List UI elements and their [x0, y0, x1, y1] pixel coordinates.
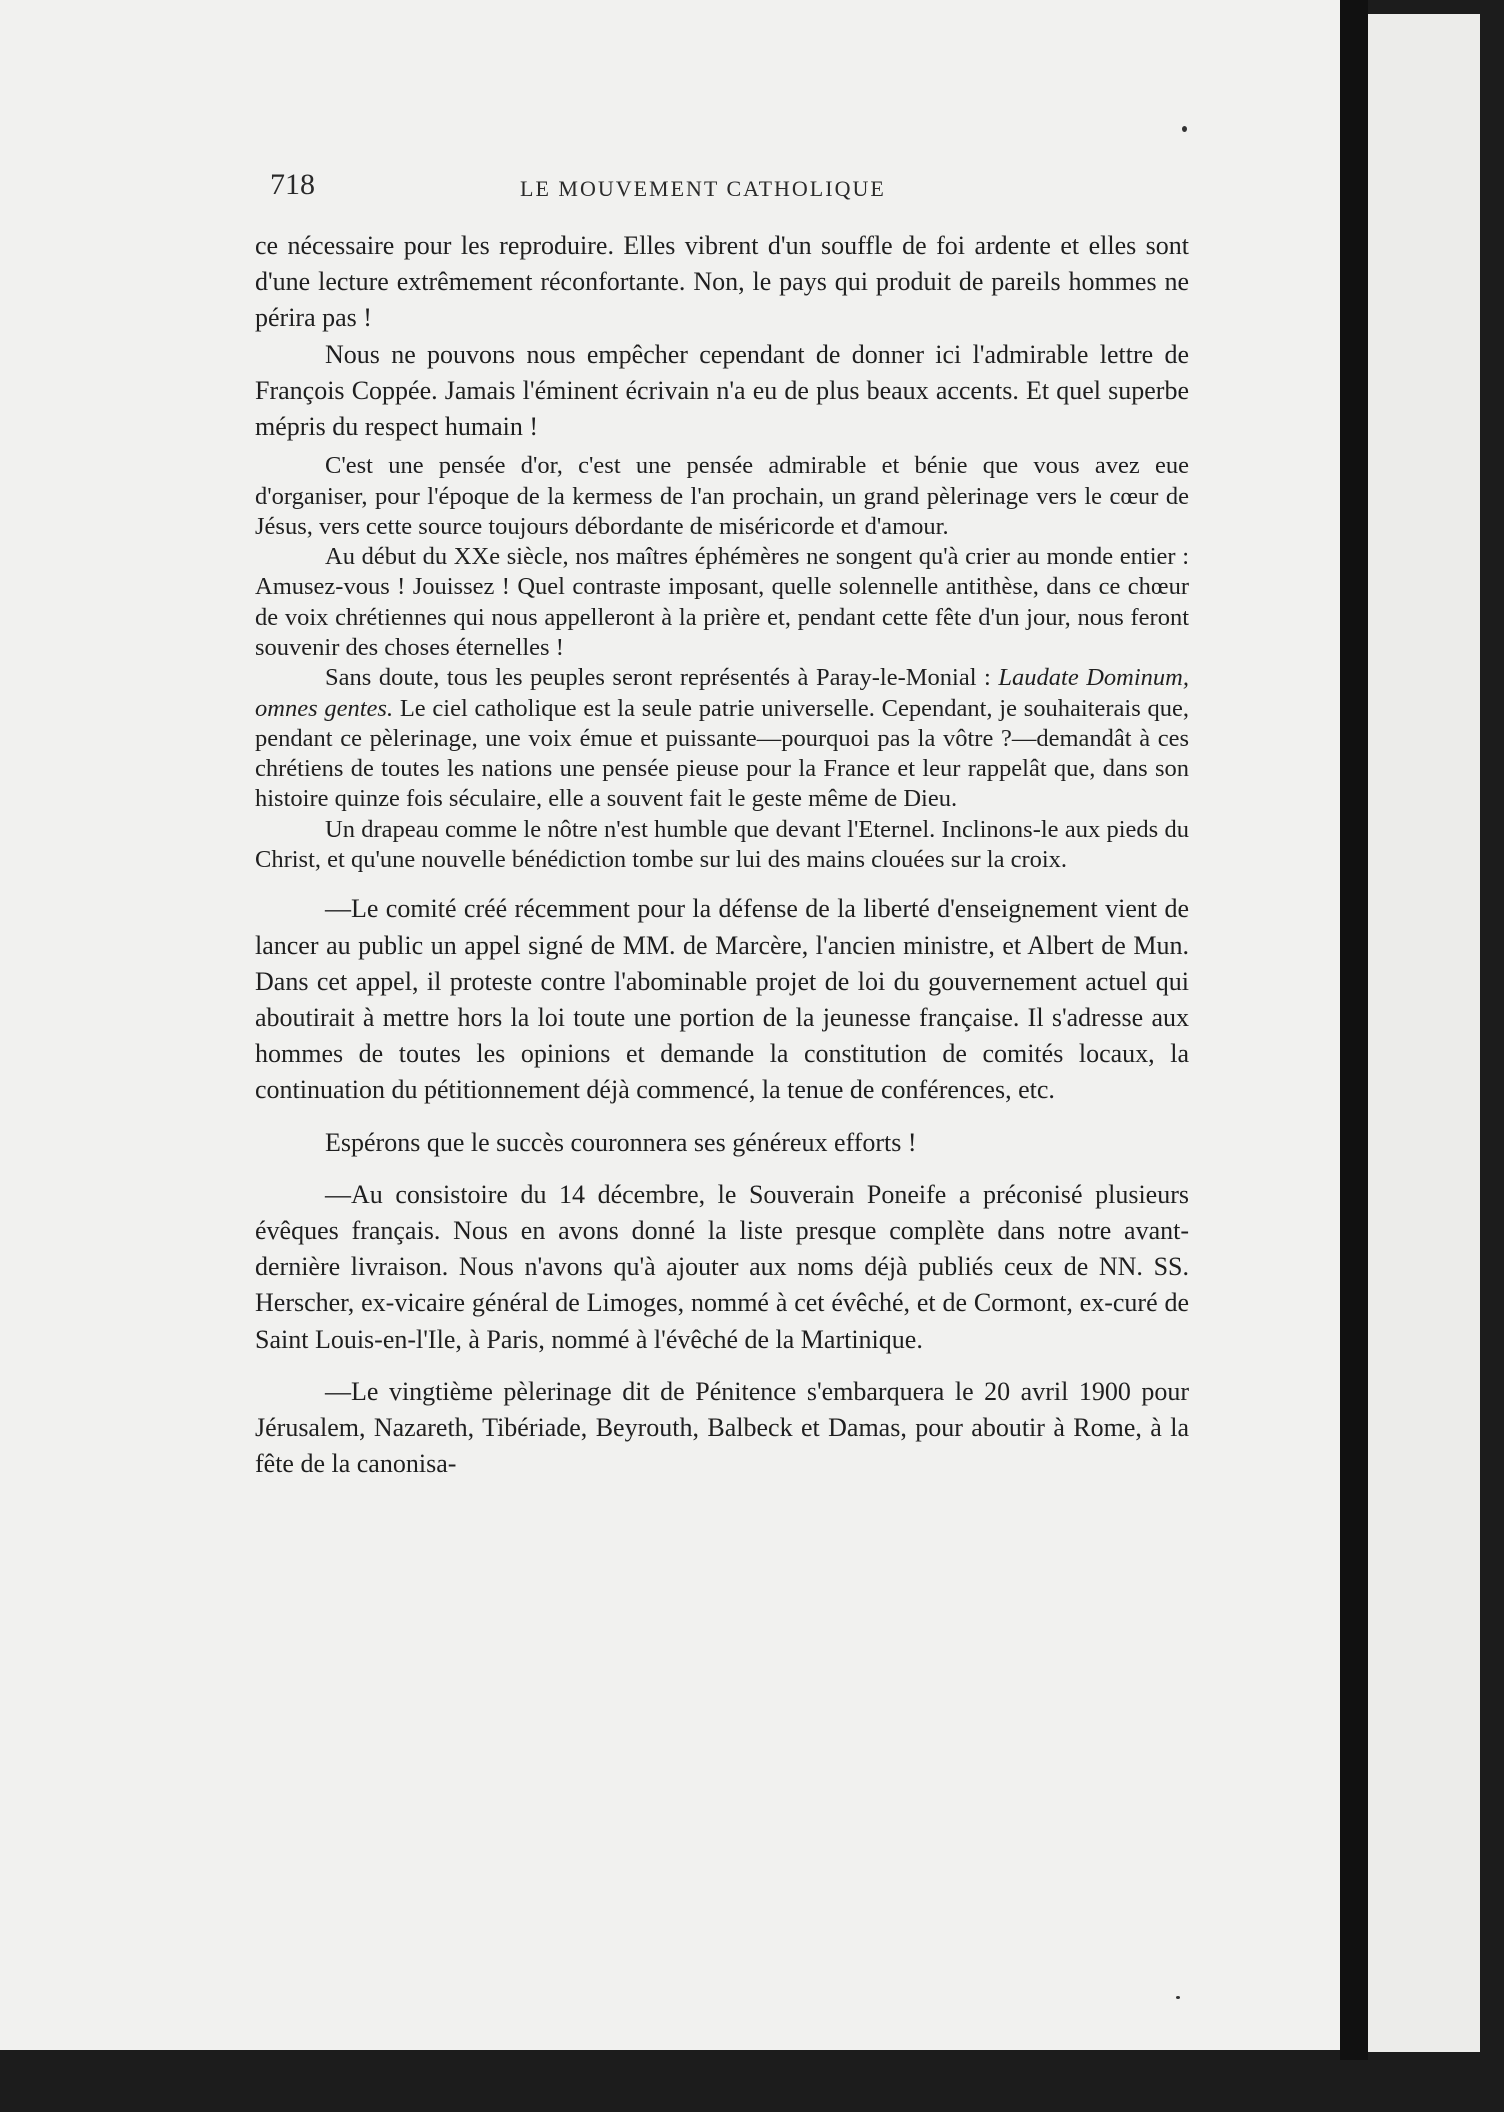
coppee-letter: [255, 451, 1189, 875]
paragraph-esperons: Espérons que le succès couronnera ses généreux efforts !: [325, 1127, 917, 1157]
letter-paragraph-3-start: Sans doute, tous les peuples seront représentés à Paray-le-Monial :: [325, 664, 991, 692]
letter-paragraph-1: C'est une pensée d'or, c'est une pensée admirable et bénie que vous avez eue d'organiser, pour l'époque de la kermess de l'an prochain, un grand pèlerinage vers le cœur de Jésus, vers cette source toujours débordante de miséricorde et d'amour.: [255, 452, 1189, 540]
running-title: LE MOUVEMENT CATHOLIQUE: [520, 176, 886, 201]
paragraph-consistoire: —Au consistoire du 14 décembre, le Souverain Poneife a préconisé plusieurs évêques français. Nous en avons donné la liste presque complète dans notre avant-dernière livraison. Nous n'avons qu'à ajouter aux noms déjà publiés ceux de NN. SS. Herscher, ex-vicaire général de Limoges, nommé à cet évêché, et de Cormont, ex-curé de Saint Louis-en-l'Ile, à Paris, nommé à l'évêché de la Martinique.: [255, 1179, 1189, 1354]
paragraph-pelerinage: —Le vingtième pèlerinage dit de Pénitence s'embarquera le 20 avril 1900 pour Jérusalem, Nazareth, Tibériade, Beyrouth, Balbeck et Damas, pour aboutir à Rome, à la fête de la canonisa-: [255, 1376, 1189, 1479]
page-number: 718: [270, 168, 315, 201]
paragraph-coppee-intro: Nous ne pouvons nous empêcher cependant de donner ici l'admirable lettre de François Coppée. Jamais l'éminent écrivain n'a eu de plus beaux accents. Et quel superbe mépris du respect humain !: [255, 339, 1189, 442]
facing-page-edge: [1368, 14, 1480, 2052]
page-header: [270, 168, 1190, 208]
latin-quote: Laudate Dominum, omnes gentes.: [255, 664, 1189, 722]
page-gutter: [1340, 0, 1368, 2060]
letter-paragraph-2: Au début du XXe siècle, nos maîtres éphémères ne songent qu'à crier au monde entier : Amusez-vous ! Jouissez ! Quel contraste imposant, quelle solennelle antithèse, dans ce chœur de voix chrétiennes qui nous appelleront à la prière et, pendant cette fête d'un jour, nous feront souvenir des choses éternelles !: [255, 543, 1189, 661]
paragraph-continuation: ce nécessaire pour les reproduire. Elles vibrent d'un souffle de foi ardente et elles sont d'une lecture extrêmement réconfortante. Non, le pays qui produit de pareils hommes ne périra pas !: [255, 231, 1189, 333]
speck-mark: [1176, 1996, 1180, 1999]
speck-mark: [1182, 126, 1187, 132]
paragraph-comite: —Le comité créé récemment pour la défense de la liberté d'enseignement vient de lancer au public un appel signé de MM. de Marcère, l'ancien ministre, et Albert de Mun. Dans cet appel, il proteste contre l'abominable projet de loi du gouvernement actuel qui aboutirait à mettre hors la loi toute une portion de la jeunesse française. Il s'adresse aux hommes de toutes les opinions et demande la constitution de comités locaux, la continuation du pétitionnement déjà commencé, la tenue de conférences, etc.: [255, 894, 1189, 1105]
letter-paragraph-3: [255, 663, 1189, 814]
body-text: [255, 228, 1189, 1482]
letter-paragraph-4: Un drapeau comme le nôtre n'est humble que devant l'Eternel. Inclinons-le aux pieds du Christ, et qu'une nouvelle bénédiction tombe sur lui des mains clouées sur la croix.: [255, 815, 1189, 874]
letter-paragraph-3-end: Le ciel catholique est la seule patrie universelle. Cependant, je souhaiterais que, pendant ce pèlerinage, une voix émue et puissante—pourquoi pas la vôtre ?—demandât à ces chrétiens de toutes les nations une pensée pieuse pour la France et leur rappelât que, dans son histoire quinze fois séculaire, elle a souvent fait le geste même de Dieu.: [255, 694, 1190, 813]
